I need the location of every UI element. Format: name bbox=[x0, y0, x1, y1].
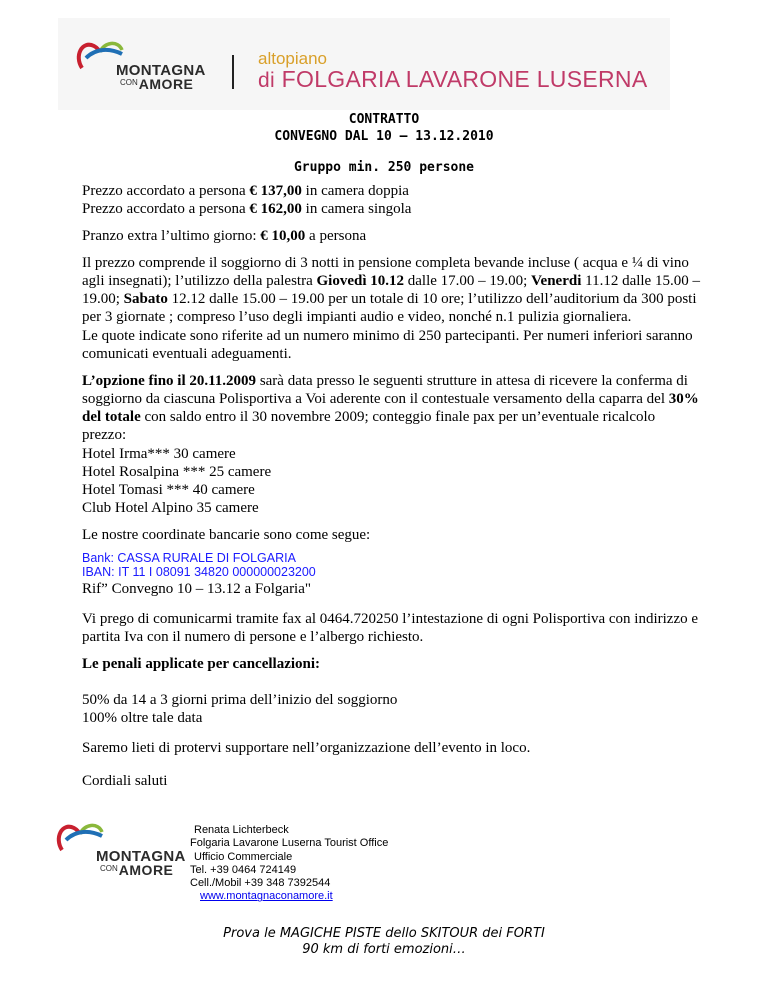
logo-text-con-amore bbox=[100, 862, 173, 878]
footer-tagline: 90 km di forti emozioni… bbox=[302, 942, 466, 957]
signature-block bbox=[190, 824, 388, 904]
logo-text-con: CON bbox=[120, 78, 138, 87]
penalty-line: 50% da 14 a 3 giorni prima dell’inizio del soggiorno bbox=[82, 692, 398, 708]
bank-intro: Le nostre coordinate bancarie sono come segue: bbox=[82, 527, 371, 543]
quote-note: Le quote indicate sono riferite ad un numero minimo di 250 partecipanti. Per numeri inferiori saranno comunicati eventuali adeguamenti. bbox=[82, 328, 693, 362]
logo-text-montagna: MONTAGNA bbox=[116, 62, 206, 79]
bank-name: Bank: CASSA RURALE DI FOLGARIA bbox=[82, 551, 296, 565]
region-title bbox=[258, 66, 647, 94]
contract-title: CONTRATTO bbox=[348, 112, 420, 127]
signature-office: Folgaria Lavarone Luserna Tourist Office bbox=[190, 837, 389, 850]
header-divider bbox=[232, 55, 234, 89]
signature-department: Ufficio Commerciale bbox=[194, 850, 293, 863]
closing-sentence: Saremo lieti di protervi supportare nell’organizzazione dell’evento in loco. bbox=[82, 740, 531, 756]
region-name: FOLGARIA LAVARONE LUSERNA bbox=[281, 66, 648, 92]
price-includes-paragraph: Il prezzo comprende il soggiorno di 3 notti in pensione completa bevande incluse ( acqua e ¼ di vino agli insegnati); l’utilizzo della palestra Giovedì 10.12 dalle 17.00 – 19.00; Venerdi 11.12 dalle 15.00 – 19.00; Sabato 12.12 dalle 15.00 – 19.00 per un totale di 10 ore; l’utilizzo dell’auditorium da 300 posti per 3 giornate ; compreso l’uso degli impianti audio e video, nonché n.1 pulizia giornaliera. bbox=[82, 255, 700, 325]
altopiano-label: altopiano bbox=[258, 49, 328, 68]
penalties-heading: Le penali applicate per cancellazioni: bbox=[82, 656, 321, 672]
regards: Cordiali saluti bbox=[82, 773, 168, 789]
signature-logo bbox=[56, 820, 196, 882]
price-single: Prezzo accordato a persona € 162,00 in camera singola bbox=[82, 201, 412, 217]
footer-slogan: Prova le MAGICHE PISTE dello SKITOUR dei FORTI bbox=[223, 926, 545, 941]
bank-iban: IBAN: IT 11 I 08091 34820 000000023200 bbox=[82, 565, 316, 579]
website-link[interactable]: www.montagnaconamore.it bbox=[200, 890, 333, 903]
hotel-list-item: Hotel Tomasi *** 40 camere bbox=[82, 482, 255, 498]
bank-reference: Rif” Convegno 10 – 13.12 a Folgaria" bbox=[82, 581, 312, 597]
logo-text-con: CON bbox=[100, 864, 118, 873]
logo-text-con-amore bbox=[120, 76, 193, 92]
group-minimum: Gruppo min. 250 persone bbox=[293, 160, 474, 175]
signature-mobile: Cell./Mobil +39 348 7392544 bbox=[190, 877, 331, 890]
price-double: Prezzo accordato a persona € 137,00 in camera doppia bbox=[82, 183, 409, 199]
region-di: di bbox=[258, 69, 275, 92]
signature-name: Renata Lichterbeck bbox=[194, 824, 289, 836]
extra-lunch: Pranzo extra l’ultimo giorno: € 10,00 a persona bbox=[82, 228, 367, 244]
montagna-con-amore-logo bbox=[76, 38, 216, 98]
logo-text-amore: AMORE bbox=[138, 76, 194, 92]
logo-text-montagna: MONTAGNA bbox=[96, 848, 186, 865]
logo-text-amore: AMORE bbox=[118, 862, 174, 878]
hotel-list-item: Club Hotel Alpino 35 camere bbox=[82, 500, 259, 516]
convention-dates: CONVEGNO DAL 10 – 13.12.2010 bbox=[274, 129, 494, 144]
fax-request: Vi prego di comunicarmi tramite fax al 0464.720250 l’intestazione di ogni Polisportiva con indirizzo e partita Iva con il numero di persone e l’albergo richiesto. bbox=[82, 611, 699, 645]
hotel-list-item: Hotel Rosalpina *** 25 camere bbox=[82, 464, 272, 480]
hotel-list-item: Hotel Irma*** 30 camere bbox=[82, 446, 236, 462]
option-paragraph: L’opzione fino il 20.11.2009 sarà data presso le seguenti strutture in attesa di ricevere la conferma di soggiorno da ciascuna Polisportiva a Voi aderente con il contestuale versamento della caparra del 30% del totale con saldo entro il 30 novembre 2009; conteggio finale pax per un’eventuale ricalcolo prezzo: bbox=[82, 373, 699, 443]
signature-phone: Tel. +39 0464 724149 bbox=[190, 863, 297, 876]
penalty-line: 100% oltre tale data bbox=[82, 710, 203, 726]
